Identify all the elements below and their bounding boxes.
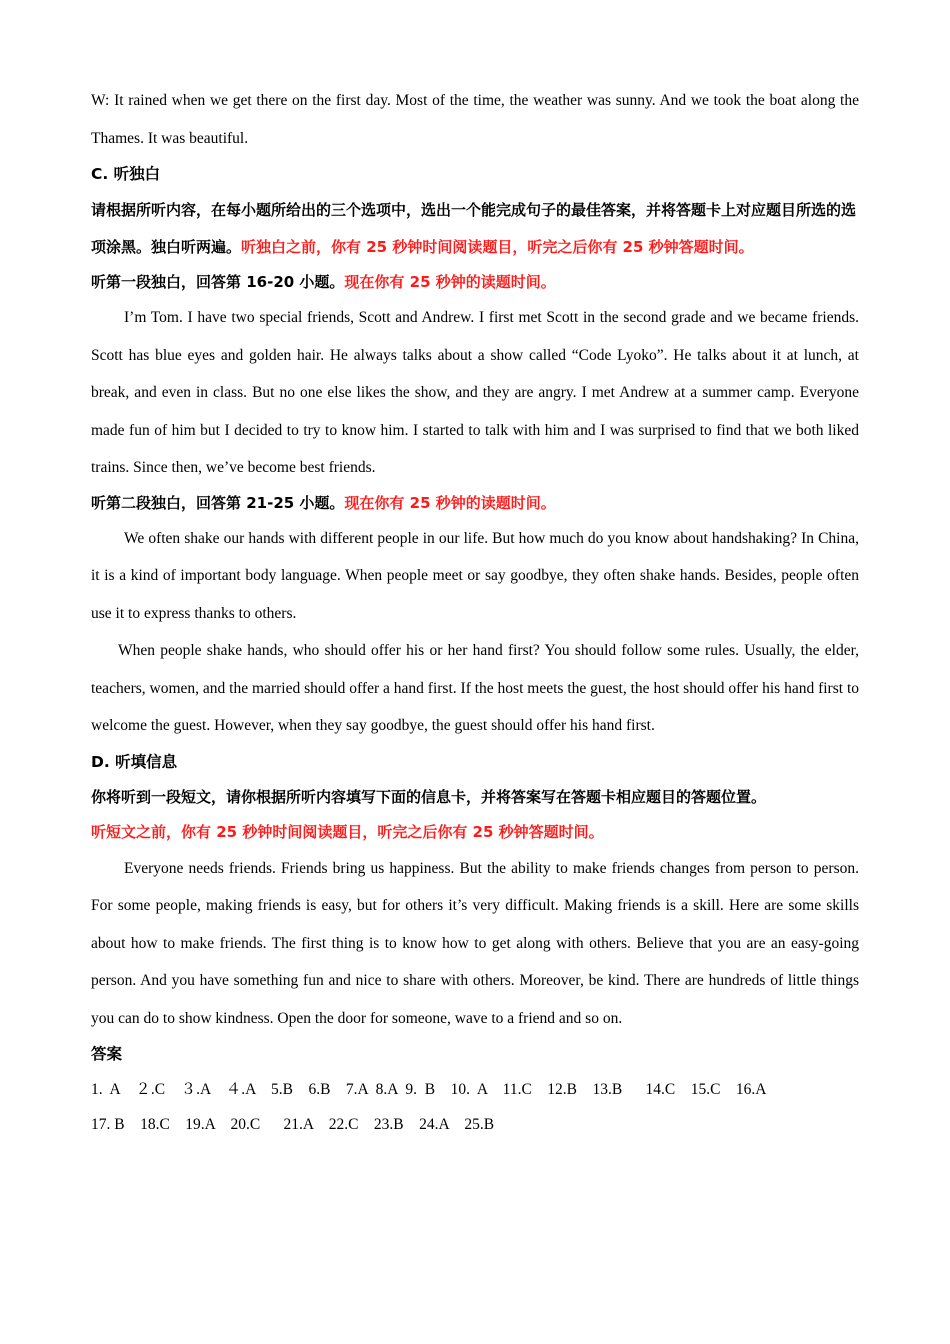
section-c-time-note: 听独白之前，你有 25 秒钟时间阅读题目，听完之后你有 25 秒钟答题时间。	[241, 238, 754, 256]
document-page	[91, 82, 859, 1142]
section-d-time-note: 听短文之前，你有 25 秒钟时间阅读题目，听完之后你有 25 秒钟答题时间。	[91, 822, 604, 841]
section-d-title: D. 听填信息	[91, 752, 178, 771]
monologue-2-paragraph-1: We often shake our hands with different people in our life. But how much do you know about handshaking? In China, it is a kind of important body language. When people meet or say goodbye, they often shake hands. Besides, people often use it to express thanks to others.	[91, 529, 859, 622]
monologue-1: I’m Tom. I have two special friends, Scott and Andrew. I first met Scott in the second grade and we became friends. Scott has blue eyes and golden hair. He always talks about a show called “Code Lyoko”. He talks about it at lunch, at break, and even in class. But no one else likes the show, and they are angry. I met Andrew at a summer camp. Everyone made fun of him but I decided to try to know him. I started to talk with him and I was surprised to find that we both liked trains. Since then, we’ve become best friends.	[91, 309, 859, 476]
part1-time-note: 现在你有 25 秒钟的读题时间。	[344, 273, 556, 291]
monologue-2-paragraph-2: When people shake hands, who should offer his or her hand first? You should follow some rules. Usually, the elder, teachers, women, and the married should offer a hand first. If the host meets the guest, the host should offer his hand first to welcome the guest. However, when they say goodbye, the guest should offer his hand first.	[91, 642, 859, 734]
section-c-instruction-text: 请根据所听内容，在每小题所给出的三个选项中，选出一个能完成句子的最佳答案，并将答题卡上对应题目所选的选项涂黑。独白听两遍。	[91, 201, 857, 256]
part2-heading-text: 听第二段独白，回答第 21-25 小题。	[91, 493, 345, 512]
section-d-passage: Everyone needs friends. Friends bring us happiness. But the ability to make friends changes from person to person. For some people, making friends is easy, but for others it’s very difficult. Making friends is a skill. Here are some skills about how to make friends. The first thing is to know how to get along with others. Believe that you are an easy-going person. And you have something fun and nice to share with others. Moreover, be kind. There are hundreds of little things you can do to show kindness. Open the door for someone, wave to a friend and so on.	[91, 859, 859, 1027]
part1-heading-text: 听第一段独白，回答第 16-20 小题。	[91, 273, 345, 291]
answers-line-2: 17. B 18.C 19.A 20.C 21.A 22.C 23.B 24.A 25.B	[91, 1116, 495, 1133]
part2-heading	[91, 487, 859, 520]
answers-title: 答案	[91, 1045, 123, 1063]
part2-time-note: 现在你有 25 秒钟的读题时间。	[344, 493, 556, 512]
dialogue-end: W: It rained when we get there on the first day. Most of the time, the weather was sunny. And we took the boat along the Thames. It was beautiful.	[91, 92, 859, 147]
answers-line-1: 1. A ２.C ３.A ４.A 5.B 6.B 7.A 8.A 9. B 10. A 11.C 12.B 13.B 14.C 15.C 16.A	[91, 1081, 767, 1098]
section-c-title: C. 听独白	[91, 165, 161, 183]
section-c-instruction	[91, 192, 859, 266]
part1-heading	[91, 266, 859, 299]
section-d-instruction: 你将听到一段短文，请你根据所听内容填写下面的信息卡，并将答案写在答题卡相应题目的答题位置。	[91, 787, 767, 806]
